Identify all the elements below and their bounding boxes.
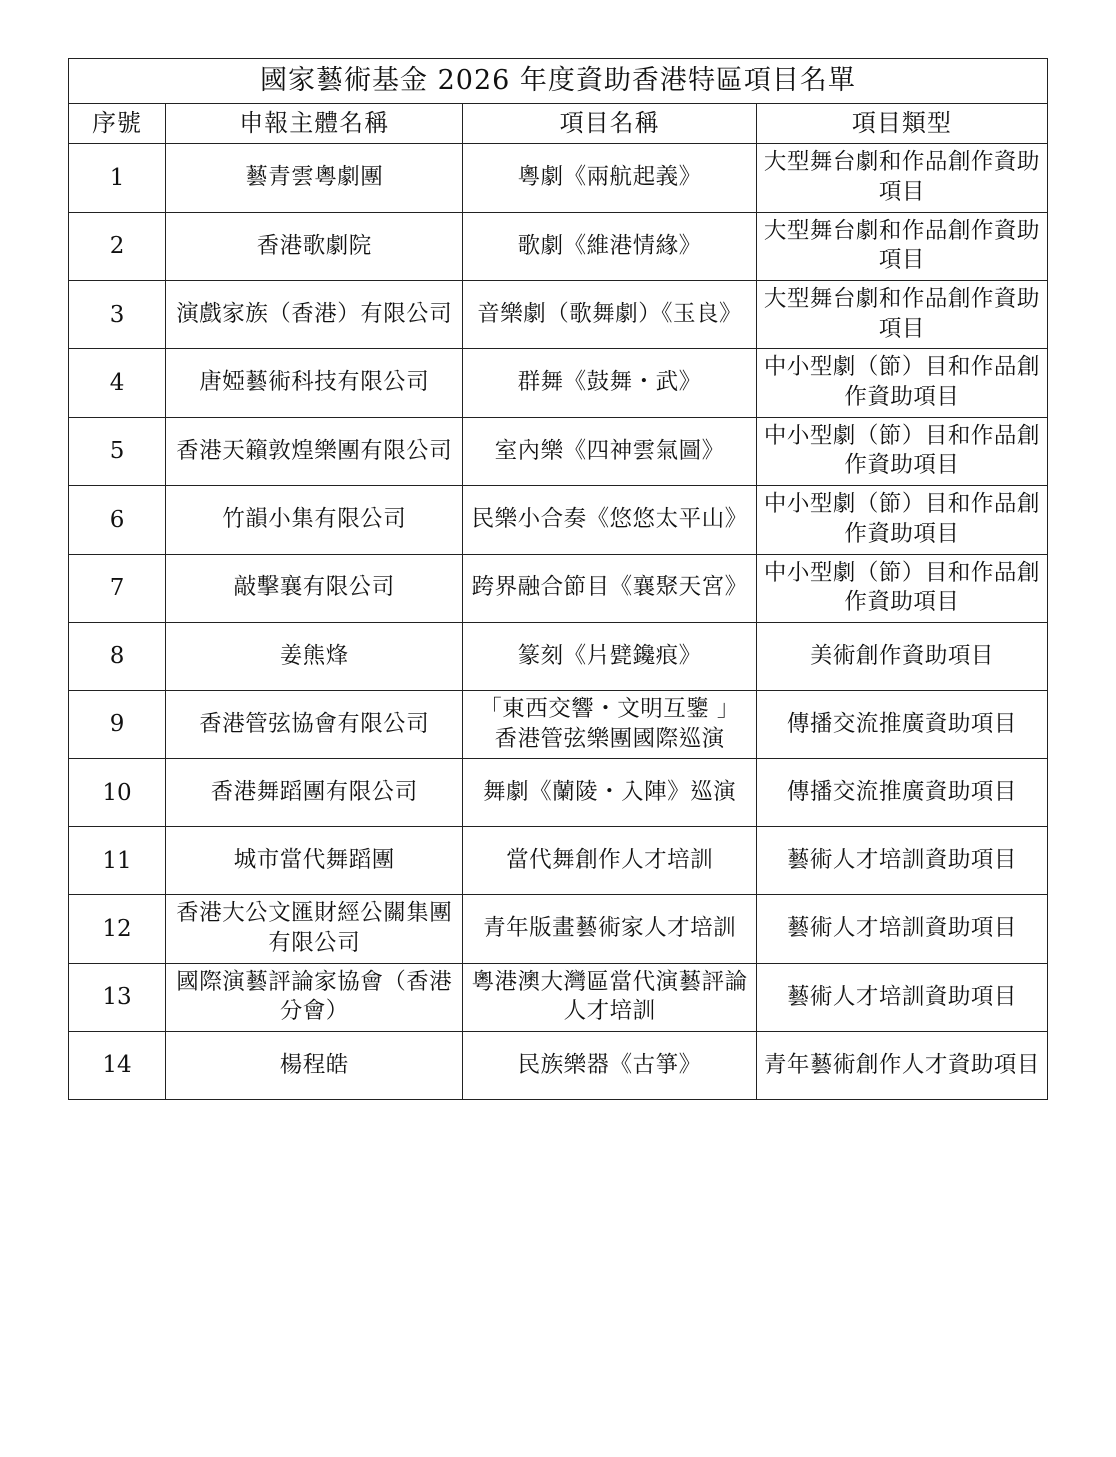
document-title: 國家藝術基金 2026 年度資助香港特區項目名單 <box>69 59 1048 104</box>
row-org: 姜熊烽 <box>166 622 463 690</box>
row-project: 舞劇《蘭陵・入陣》巡演 <box>463 759 756 827</box>
row-project: 青年版畫藝術家人才培訓 <box>463 895 756 963</box>
row-org: 香港歌劇院 <box>166 212 463 280</box>
row-no: 7 <box>69 554 166 622</box>
row-project: 群舞《鼓舞・武》 <box>463 349 756 417</box>
project-listing-table <box>68 58 1048 1100</box>
table-row <box>69 349 1048 417</box>
row-project: 歌劇《維港情緣》 <box>463 212 756 280</box>
row-no: 3 <box>69 281 166 349</box>
row-project: 當代舞創作人才培訓 <box>463 827 756 895</box>
row-project: 篆刻《片甓鑱痕》 <box>463 622 756 690</box>
row-no: 6 <box>69 486 166 554</box>
row-org: 香港天籟敦煌樂團有限公司 <box>166 417 463 485</box>
row-org: 楊程皓 <box>166 1032 463 1100</box>
row-type: 大型舞台劇和作品創作資助項目 <box>756 144 1047 212</box>
row-org: 唐婭藝術科技有限公司 <box>166 349 463 417</box>
row-project: 「東西交響・文明互鑒 」香港管弦樂團國際巡演 <box>463 690 756 758</box>
row-project: 民樂小合奏《悠悠太平山》 <box>463 486 756 554</box>
row-type: 青年藝術創作人才資助項目 <box>756 1032 1047 1100</box>
column-header-no: 序號 <box>69 103 166 144</box>
row-type: 中小型劇（節）目和作品創作資助項目 <box>756 417 1047 485</box>
row-no: 11 <box>69 827 166 895</box>
row-no: 8 <box>69 622 166 690</box>
table-row <box>69 827 1048 895</box>
row-org: 香港管弦協會有限公司 <box>166 690 463 758</box>
row-type: 藝術人才培訓資助項目 <box>756 827 1047 895</box>
row-type: 中小型劇（節）目和作品創作資助項目 <box>756 486 1047 554</box>
table-row <box>69 1032 1048 1100</box>
row-type: 中小型劇（節）目和作品創作資助項目 <box>756 554 1047 622</box>
row-type: 中小型劇（節）目和作品創作資助項目 <box>756 349 1047 417</box>
project-listing-table-container <box>68 58 1048 1100</box>
column-header-org: 申報主體名稱 <box>166 103 463 144</box>
column-header-type: 項目類型 <box>756 103 1047 144</box>
row-org: 香港舞蹈團有限公司 <box>166 759 463 827</box>
row-project: 音樂劇（歌舞劇）《玉良》 <box>463 281 756 349</box>
row-no: 2 <box>69 212 166 280</box>
row-no: 1 <box>69 144 166 212</box>
row-org: 敲擊襄有限公司 <box>166 554 463 622</box>
row-type: 美術創作資助項目 <box>756 622 1047 690</box>
row-no: 13 <box>69 963 166 1031</box>
row-project: 粵港澳大灣區當代演藝評論人才培訓 <box>463 963 756 1031</box>
column-header-project: 項目名稱 <box>463 103 756 144</box>
table-body <box>69 144 1048 1100</box>
table-row <box>69 622 1048 690</box>
table-row <box>69 554 1048 622</box>
table-row <box>69 281 1048 349</box>
row-no: 5 <box>69 417 166 485</box>
row-type: 藝術人才培訓資助項目 <box>756 895 1047 963</box>
row-type: 藝術人才培訓資助項目 <box>756 963 1047 1031</box>
row-project: 跨界融合節目《襄聚天宮》 <box>463 554 756 622</box>
row-no: 4 <box>69 349 166 417</box>
table-row <box>69 144 1048 212</box>
table-header-row <box>69 103 1048 144</box>
row-type: 大型舞台劇和作品創作資助項目 <box>756 281 1047 349</box>
row-no: 10 <box>69 759 166 827</box>
row-type: 大型舞台劇和作品創作資助項目 <box>756 212 1047 280</box>
table-title-row <box>69 59 1048 104</box>
table-row <box>69 486 1048 554</box>
row-project: 室內樂《四神雲氣圖》 <box>463 417 756 485</box>
row-org: 竹韻小集有限公司 <box>166 486 463 554</box>
row-org: 香港大公文匯財經公關集團有限公司 <box>166 895 463 963</box>
row-type: 傳播交流推廣資助項目 <box>756 690 1047 758</box>
table-row <box>69 895 1048 963</box>
row-project: 民族樂器《古箏》 <box>463 1032 756 1100</box>
row-org: 城市當代舞蹈團 <box>166 827 463 895</box>
row-type: 傳播交流推廣資助項目 <box>756 759 1047 827</box>
row-no: 12 <box>69 895 166 963</box>
table-row <box>69 759 1048 827</box>
table-row <box>69 212 1048 280</box>
table-row <box>69 417 1048 485</box>
row-no: 9 <box>69 690 166 758</box>
row-org: 藝青雲粵劇團 <box>166 144 463 212</box>
table-row <box>69 690 1048 758</box>
row-project: 粵劇《兩航起義》 <box>463 144 756 212</box>
row-no: 14 <box>69 1032 166 1100</box>
row-org: 演戲家族（香港）有限公司 <box>166 281 463 349</box>
table-row <box>69 963 1048 1031</box>
row-org: 國際演藝評論家協會（香港分會） <box>166 963 463 1031</box>
